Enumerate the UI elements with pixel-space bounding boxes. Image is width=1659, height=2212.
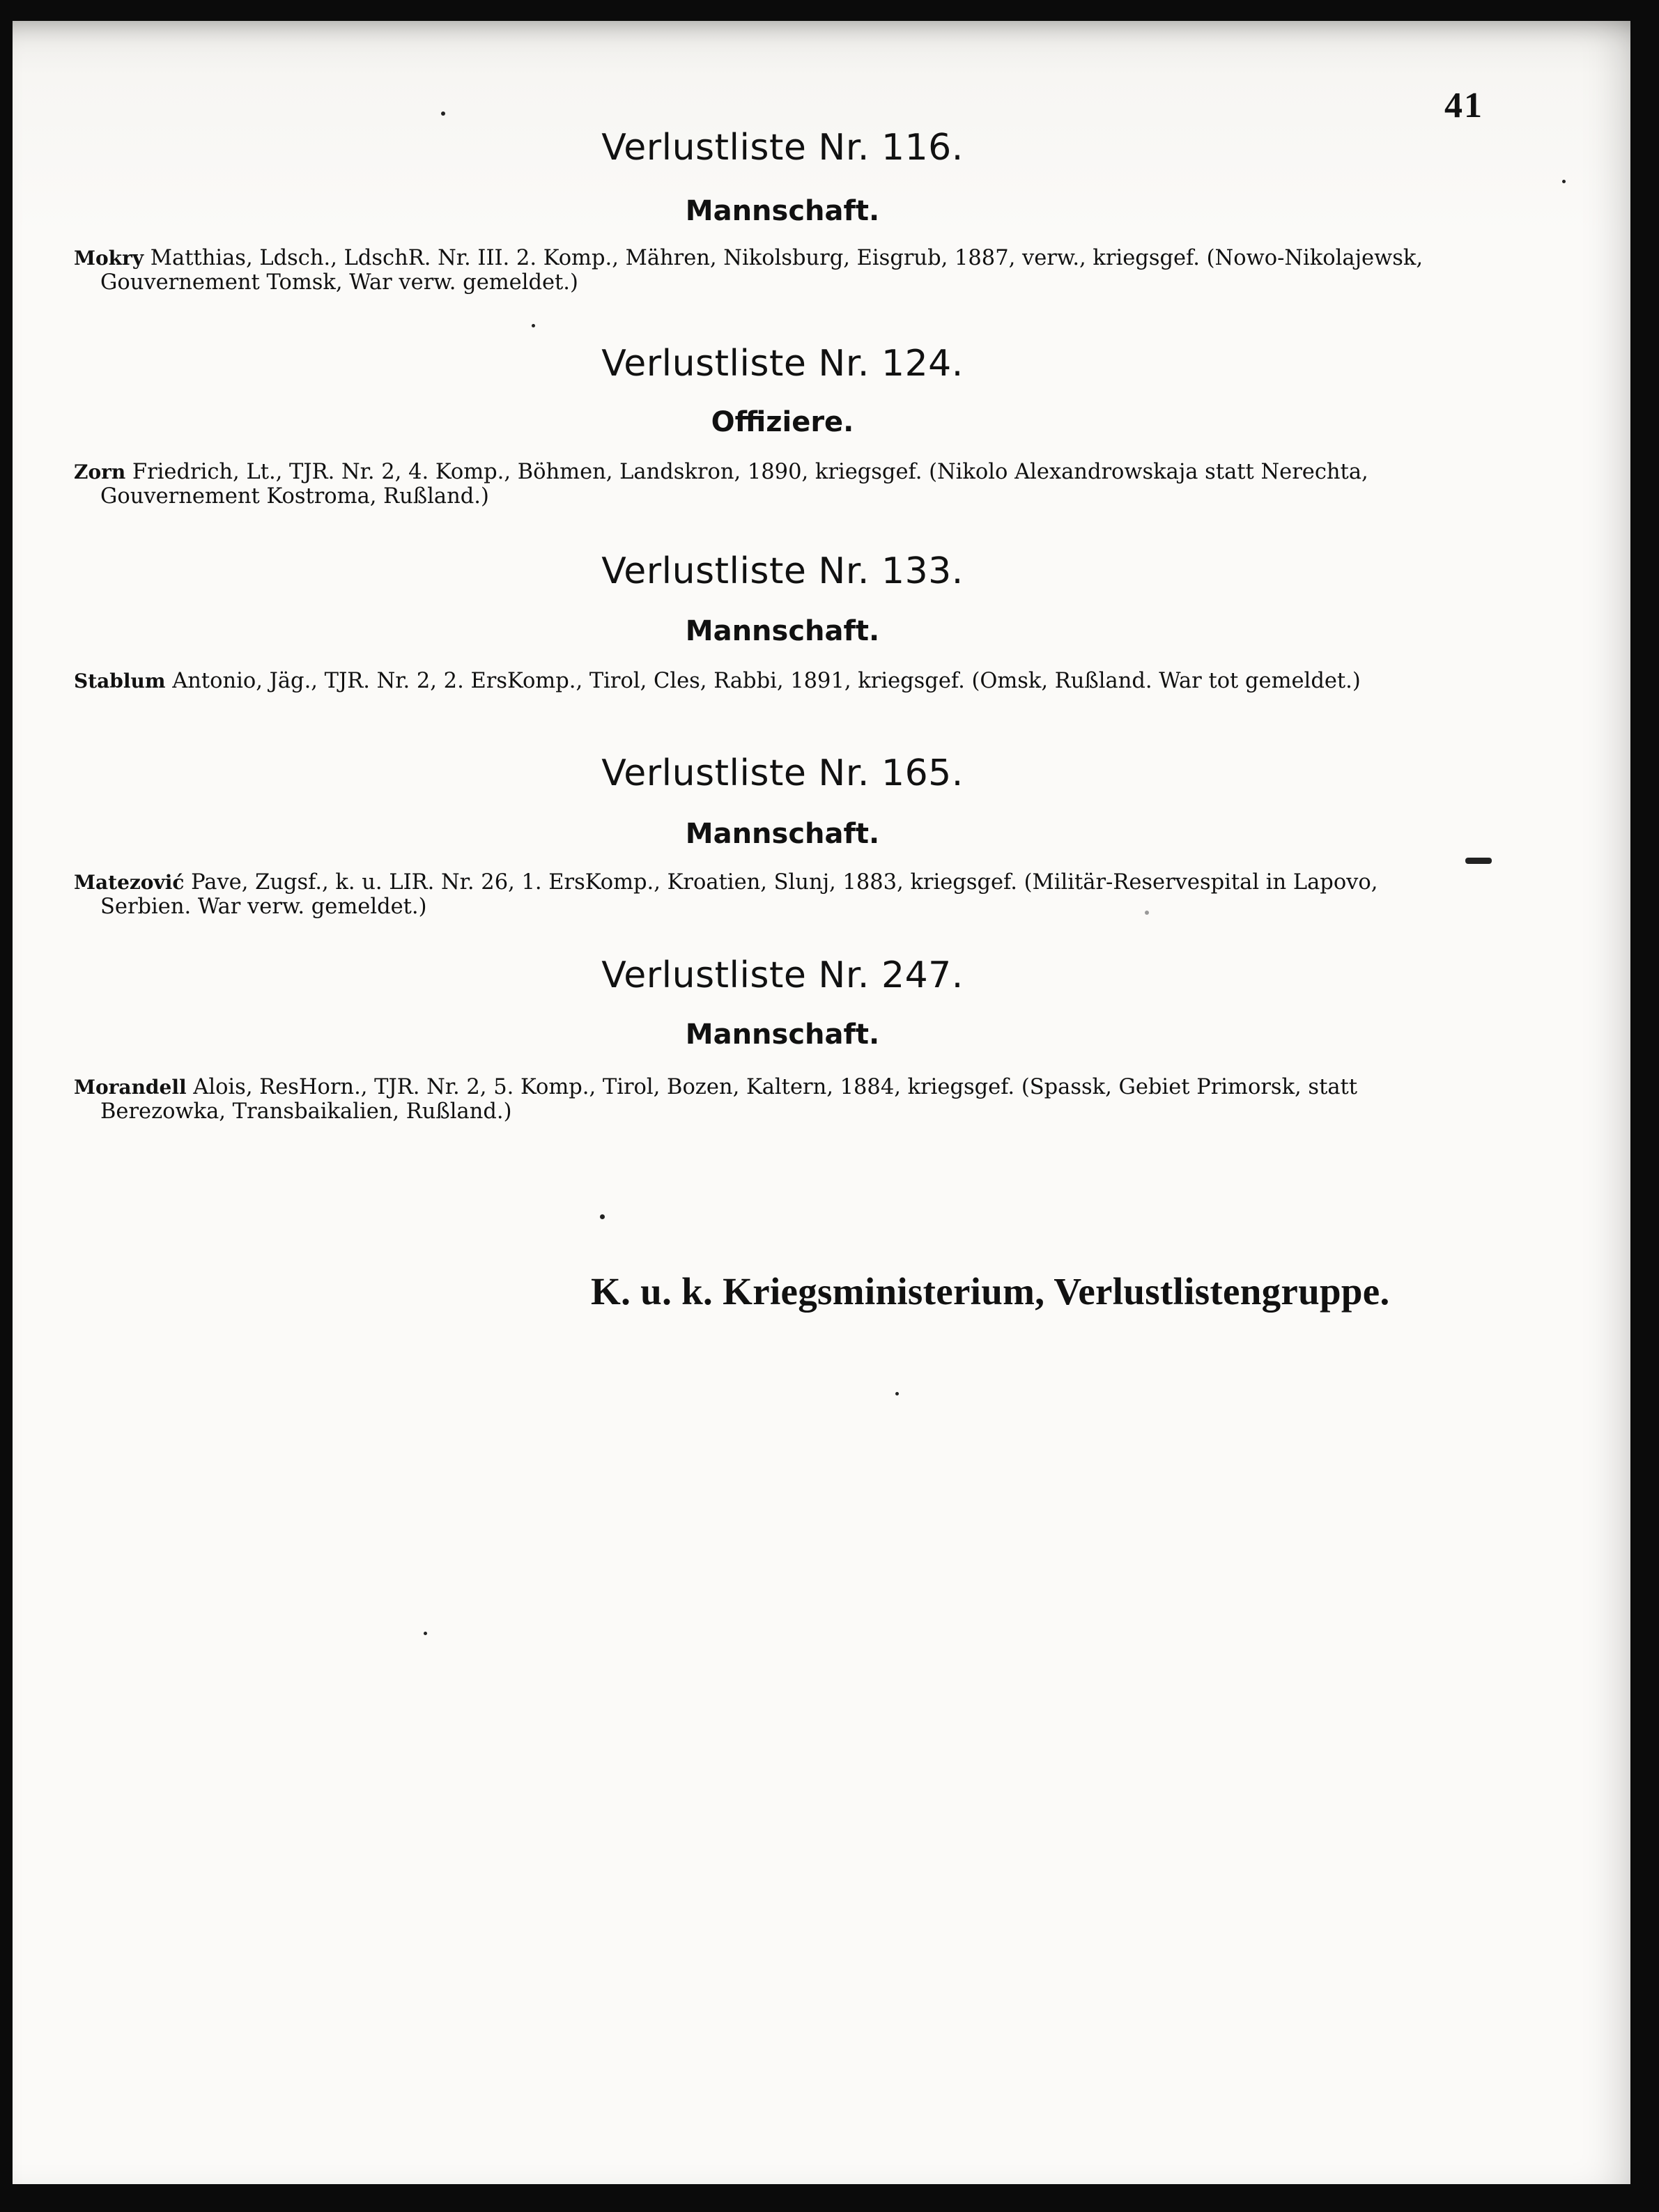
- section-subheading: Mannschaft.: [685, 615, 880, 647]
- casualty-entry: [74, 669, 1440, 693]
- entry-text-line1: Friedrich, Lt., TJR. Nr. 2, 4. Komp., Böhmen, Landskron, 1890, kriegsgef. (Nikolo Alexandrowskaja statt Nerechta,: [125, 460, 1368, 484]
- entry-text-line2: Serbien. War verw. gemeldet.): [100, 895, 427, 919]
- casualty-entry: [74, 870, 1440, 919]
- entry-text-line1: Pave, Zugsf., k. u. LIR. Nr. 26, 1. ErsKomp., Kroatien, Slunj, 1883, kriegsgef. (Militär-Reservespital in Lapovo,: [184, 870, 1378, 895]
- section-heading: Verlustliste Nr. 124.: [601, 343, 964, 385]
- entry-text-line1: Antonio, Jäg., TJR. Nr. 2, 2. ErsKomp., Tirol, Cles, Rabbi, 1891, kriegsgef. (Omsk, Rußland. War tot gemeldet.): [165, 669, 1361, 693]
- entry-text-line1: Alois, ResHorn., TJR. Nr. 2, 5. Komp., Tirol, Bozen, Kaltern, 1884, kriegsgef. (Spassk, Gebiet Primorsk, statt: [186, 1075, 1358, 1099]
- entry-name: Morandell: [74, 1076, 187, 1099]
- scan-speck: [600, 1214, 605, 1219]
- scan-speck: [424, 1632, 427, 1635]
- entry-name: Zorn: [74, 461, 126, 484]
- scan-speck: [1145, 911, 1149, 915]
- entry-text-line2: Berezowka, Transbaikalien, Rußland.): [100, 1099, 512, 1124]
- scan-speck: [1465, 858, 1492, 864]
- section-heading: Verlustliste Nr. 133.: [601, 550, 964, 592]
- scan-speck: [532, 324, 535, 327]
- entry-text-line2: Gouvernement Kostroma, Rußland.): [100, 484, 489, 509]
- casualty-entry: [74, 1075, 1440, 1124]
- section-subheading: Mannschaft.: [685, 818, 880, 850]
- section-heading: Verlustliste Nr. 247.: [601, 954, 964, 996]
- page-number: 41: [1444, 86, 1483, 125]
- section-subheading: Offiziere.: [711, 406, 854, 438]
- footer-signature: K. u. k. Kriegsministerium, Verlustlistengruppe.: [591, 1270, 1390, 1313]
- entry-text-line1: Matthias, Ldsch., LdschR. Nr. III. 2. Komp., Mähren, Nikolsburg, Eisgrub, 1887, verw., kriegsgef. (Nowo-Nikolajewsk,: [144, 246, 1423, 270]
- scan-speck: [1562, 180, 1566, 183]
- section-heading: Verlustliste Nr. 165.: [601, 752, 964, 794]
- entry-name: Matezović: [74, 871, 185, 894]
- scan-speck: [441, 111, 445, 116]
- section-heading: Verlustliste Nr. 116.: [601, 127, 964, 169]
- entry-text-line2: Gouvernement Tomsk, War verw. gemeldet.): [100, 270, 578, 295]
- casualty-entry: [74, 246, 1440, 295]
- document-page: [13, 21, 1630, 2184]
- section-subheading: Mannschaft.: [685, 1019, 880, 1051]
- scan-speck: [895, 1392, 899, 1395]
- entry-name: Stablum: [74, 670, 166, 693]
- section-subheading: Mannschaft.: [685, 195, 880, 227]
- casualty-entry: [74, 460, 1440, 509]
- entry-name: Mokry: [74, 247, 144, 270]
